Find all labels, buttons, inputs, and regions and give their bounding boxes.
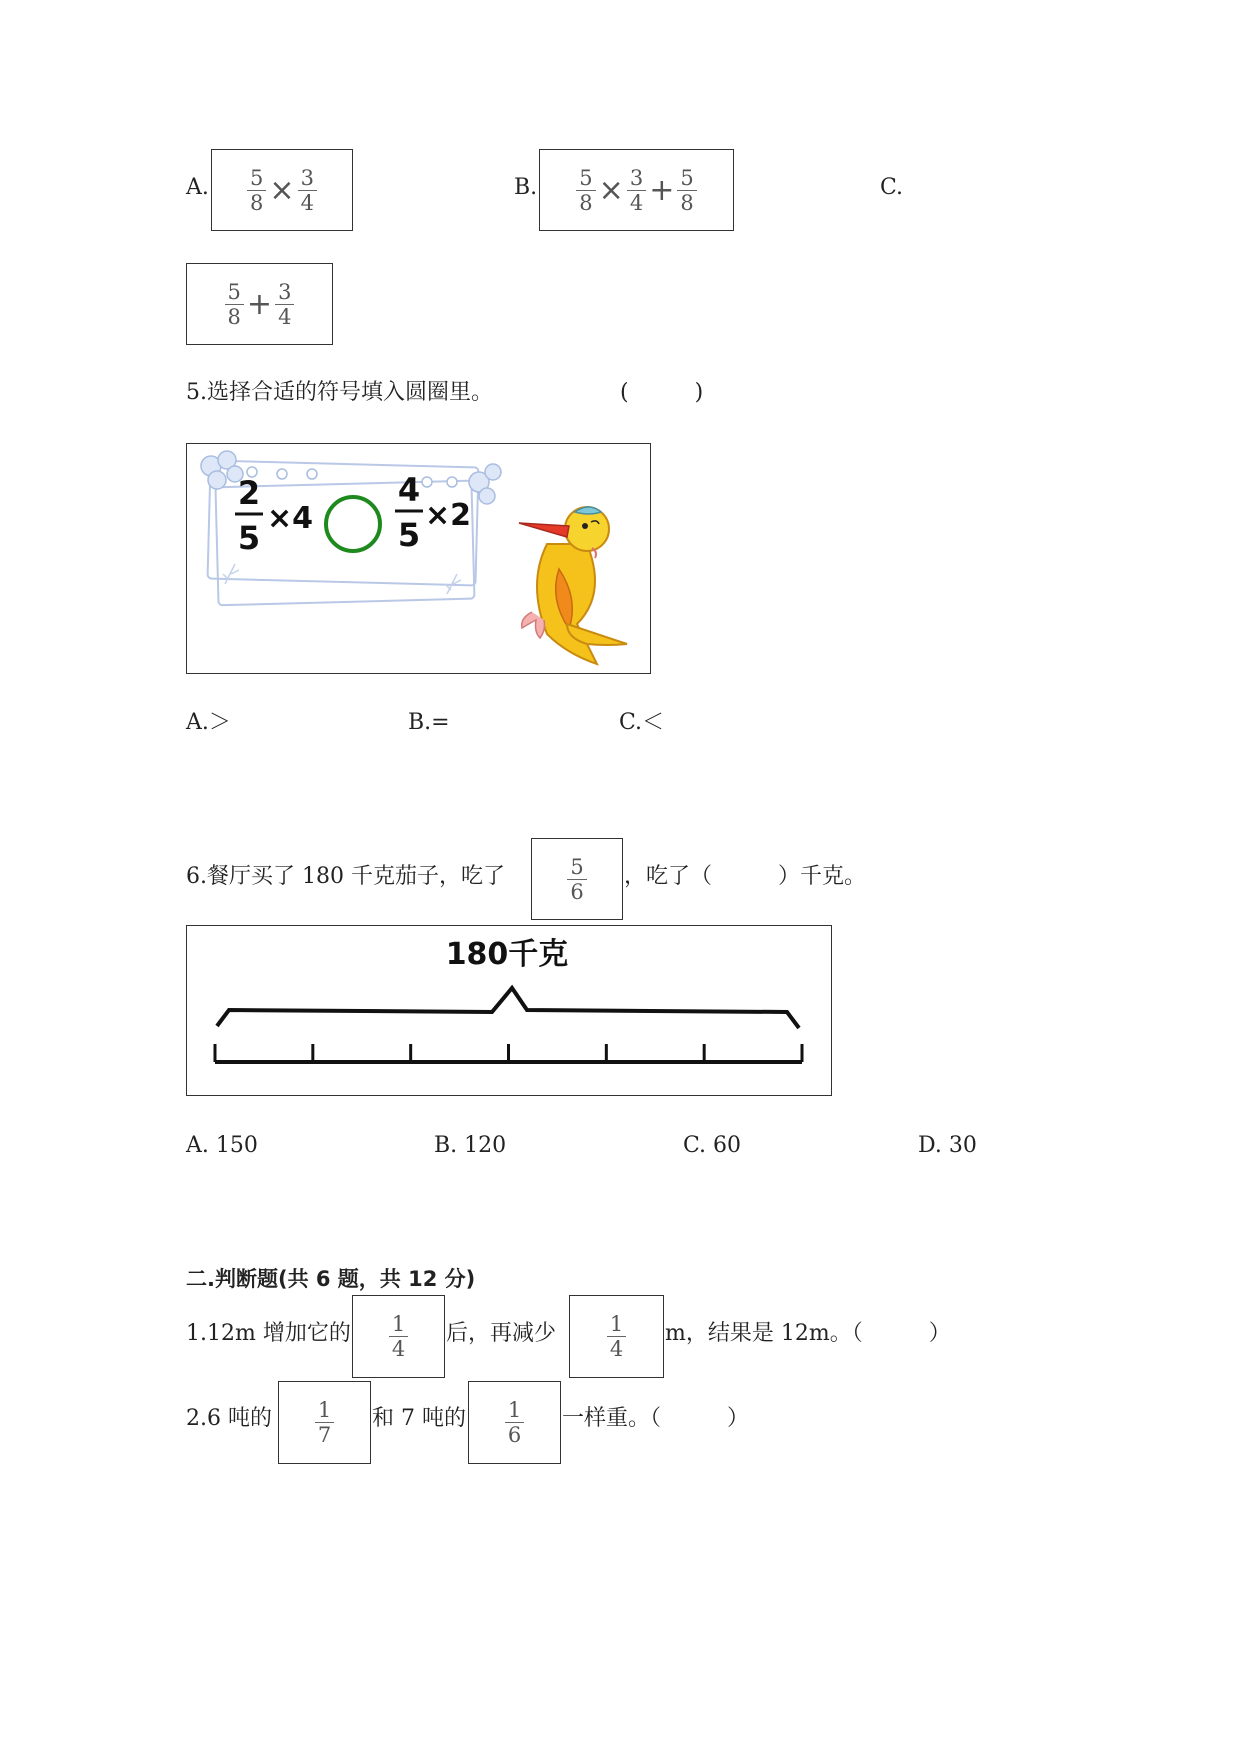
right-operator: ×2 <box>425 498 472 533</box>
bar-model-diagram <box>187 926 830 1094</box>
tick-marks <box>215 1044 802 1062</box>
judgment-2-text: 和 7 吨的 <box>372 1406 466 1431</box>
judgment-1-text: 1.12m 增加它的 <box>186 1321 351 1346</box>
denominator: 4 <box>300 190 314 215</box>
fraction <box>247 167 266 214</box>
denominator: 4 <box>609 1337 624 1361</box>
left-numerator: 2 <box>237 474 261 512</box>
denominator: 8 <box>680 190 694 215</box>
numerator: 1 <box>507 1398 522 1422</box>
numerator: 3 <box>278 279 292 304</box>
total-label: 180千克 <box>445 937 569 972</box>
denominator: 4 <box>278 304 292 329</box>
brace <box>217 988 799 1028</box>
comparison-circle <box>326 497 380 551</box>
fraction-box <box>468 1381 561 1464</box>
denominator: 4 <box>629 190 644 215</box>
bar-model-figure <box>186 925 832 1096</box>
plus-operator: + <box>246 286 273 322</box>
fraction <box>576 167 595 214</box>
numerator: 1 <box>391 1312 406 1336</box>
denominator: 6 <box>507 1423 522 1447</box>
option-b-label: B. <box>514 175 538 200</box>
right-numerator: 4 <box>397 471 421 509</box>
fraction <box>225 281 244 328</box>
numerator: 3 <box>300 165 314 190</box>
times-operator: × <box>598 172 624 208</box>
numerator: 5 <box>250 165 264 190</box>
option-a[interactable]: A.＞ <box>186 710 231 735</box>
fraction-box <box>531 838 623 920</box>
section-title: 二.判断题(共 6 题，共 12 分) <box>186 1267 476 1291</box>
option-a-expression <box>211 149 353 231</box>
fraction <box>607 1313 626 1360</box>
judgment-1-text: m，结果是 12m。（ ） <box>665 1321 951 1346</box>
judgment-1-text: 后，再减少 <box>446 1321 557 1346</box>
fraction <box>315 1399 334 1446</box>
numerator: 1 <box>317 1398 332 1422</box>
denominator: 4 <box>391 1337 406 1361</box>
option-c[interactable]: C.＜ <box>619 710 665 735</box>
fraction <box>505 1399 524 1446</box>
fraction <box>275 281 294 328</box>
option-d[interactable]: D. 30 <box>918 1133 977 1158</box>
question-6-text-after: ，吃了（ ）千克。 <box>624 864 867 889</box>
numerator: 3 <box>629 165 644 190</box>
plus-operator: + <box>649 172 675 208</box>
denominator: 8 <box>250 190 264 215</box>
option-b[interactable]: B. 120 <box>434 1133 507 1158</box>
numerator: 1 <box>609 1312 624 1336</box>
denominator: 7 <box>317 1423 332 1447</box>
denominator: 8 <box>227 304 241 329</box>
option-b[interactable]: B.= <box>408 710 450 735</box>
option-a[interactable]: A. 150 <box>186 1133 258 1158</box>
numerator: 5 <box>680 165 694 190</box>
comparison-illustration <box>187 444 649 672</box>
question-6-text: 6.餐厅买了 180 千克茄子，吃了 <box>186 864 505 889</box>
left-operator: ×4 <box>267 501 314 536</box>
left-denominator: 5 <box>237 519 261 557</box>
option-c[interactable]: C. 60 <box>683 1133 742 1158</box>
fraction <box>677 167 696 214</box>
comparison-figure <box>186 443 651 674</box>
numerator: 5 <box>579 165 593 190</box>
judgment-2-text: 2.6 吨的 <box>186 1406 272 1431</box>
bird-icon <box>519 507 627 664</box>
denominator: 6 <box>570 879 584 904</box>
option-c-label: C. <box>880 175 904 200</box>
option-b-expression <box>539 149 734 231</box>
question-5-answer-paren: ( ) <box>620 380 704 405</box>
fraction-box <box>278 1381 371 1464</box>
numerator: 5 <box>570 854 584 879</box>
question-5-text: 5.选择合适的符号填入圆圈里。 <box>186 380 493 405</box>
fraction <box>567 856 586 903</box>
fraction <box>389 1313 408 1360</box>
denominator: 8 <box>579 190 593 215</box>
fraction <box>298 167 317 214</box>
fraction <box>627 167 646 214</box>
times-operator: × <box>269 172 295 208</box>
fraction-box <box>352 1295 445 1378</box>
judgment-2-text: 一样重。（ ） <box>562 1406 750 1431</box>
option-c-expression <box>186 263 333 345</box>
right-denominator: 5 <box>397 516 421 554</box>
option-a-label: A. <box>186 175 209 200</box>
fraction-box <box>569 1295 664 1378</box>
numerator: 5 <box>227 279 241 304</box>
